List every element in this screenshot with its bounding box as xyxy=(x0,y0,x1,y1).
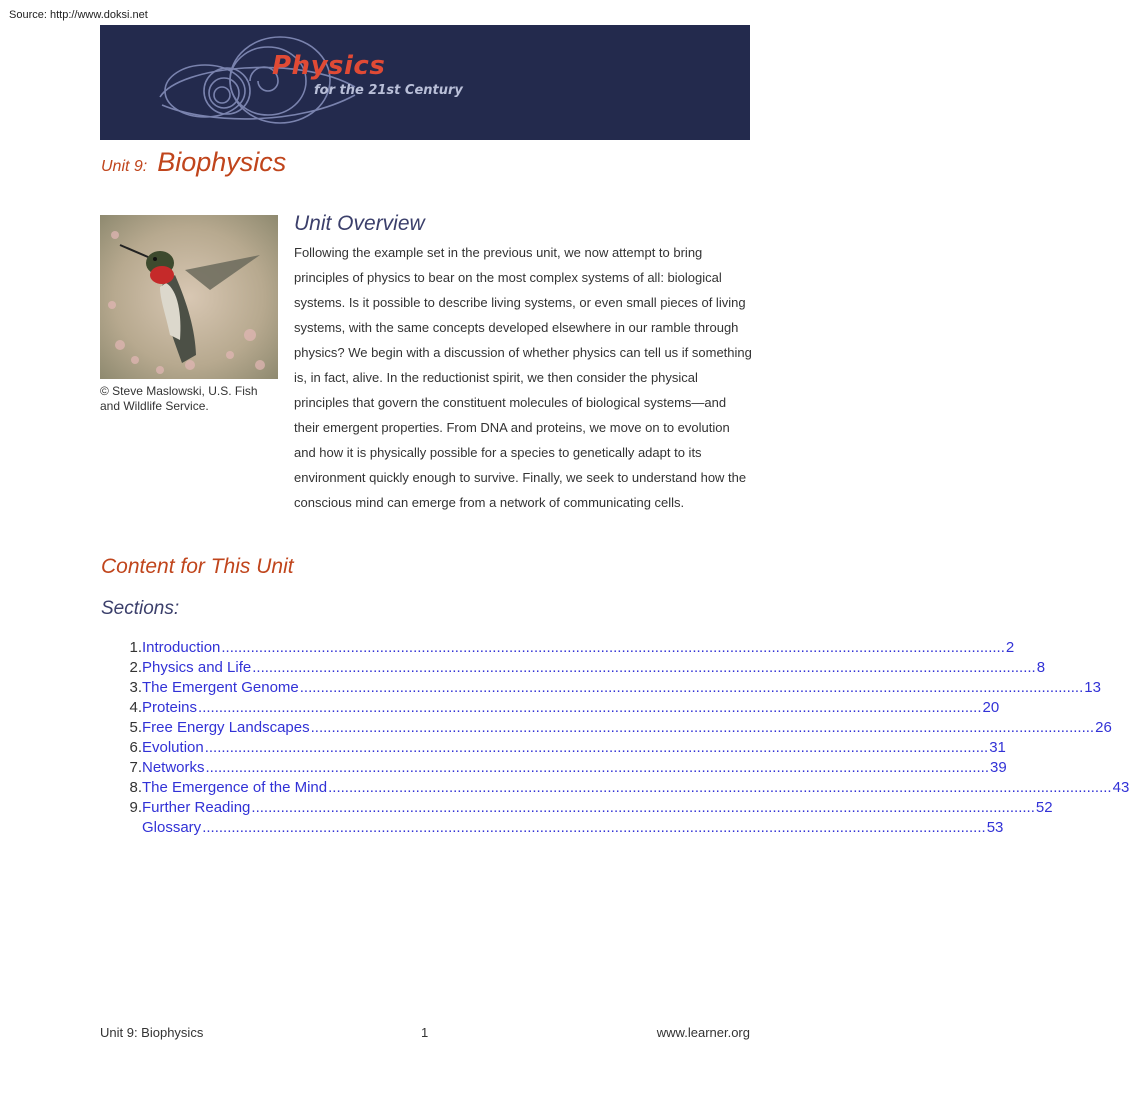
toc-item-number: 3. xyxy=(129,679,142,696)
photo-credit: © Steve Maslowski, U.S. Fish and Wildlife Service. xyxy=(100,384,258,413)
toc-item-title[interactable]: Proteins xyxy=(142,699,198,716)
toc-item-networks[interactable] xyxy=(110,759,1007,779)
toc-item-free-energy-landscapes[interactable] xyxy=(110,719,1112,739)
unit-title xyxy=(101,147,286,178)
toc-item-page[interactable]: 26 xyxy=(1095,719,1112,736)
banner-title: Physics xyxy=(272,51,386,81)
toc-item-introduction[interactable] xyxy=(110,639,1015,659)
toc-item-further-reading[interactable] xyxy=(110,799,1053,819)
toc-item-number: 2. xyxy=(129,659,142,676)
toc-item-number: 7. xyxy=(129,759,142,776)
toc-item-number: 9. xyxy=(129,799,142,816)
toc-item-proteins[interactable] xyxy=(110,699,1000,719)
unit-number: Unit 9: xyxy=(101,158,148,175)
toc-item-title[interactable]: Physics and Life xyxy=(142,659,252,676)
toc-item-number: 6. xyxy=(129,739,142,756)
toc-item-title[interactable]: Introduction xyxy=(142,639,221,656)
footer-right: www.learner.org xyxy=(656,1025,750,1040)
toc-item-page[interactable]: 43 xyxy=(1112,779,1129,796)
toc-item-number: 4. xyxy=(129,699,142,716)
overview-heading: Unit Overview xyxy=(294,212,425,235)
banner-subtitle: for the 21st Century xyxy=(314,83,463,98)
toc-item-page[interactable]: 53 xyxy=(986,819,1004,836)
toc-item-page[interactable]: 39 xyxy=(990,759,1007,776)
toc-item-number: 1. xyxy=(129,639,142,656)
toc-item-emergent-genome[interactable] xyxy=(110,679,1101,699)
toc-item-page[interactable]: 8 xyxy=(1036,659,1046,676)
toc-item-page[interactable]: 31 xyxy=(989,739,1006,756)
toc-item-title[interactable]: Further Reading xyxy=(142,799,251,816)
content-heading: Content for This Unit xyxy=(101,555,294,578)
source-note: Source: http://www.doksi.net xyxy=(9,9,148,21)
toc-item-page[interactable]: 20 xyxy=(982,699,1000,716)
toc-item-title[interactable]: Free Energy Landscapes xyxy=(142,719,310,736)
footer-page-number: 1 xyxy=(421,1025,429,1040)
toc-item-evolution[interactable] xyxy=(110,739,1006,759)
toc-item-title[interactable]: Networks xyxy=(142,759,205,776)
toc-item-emergence-of-the-mind[interactable] xyxy=(110,779,1129,799)
sections-label: Sections: xyxy=(101,598,180,619)
unit-name: Biophysics xyxy=(157,147,287,177)
overview-body: Following the example set in the previous unit, we now attempt to bring principles of physics to bear on the most complex systems of all: biological systems. Is it possible to describe living systems, or even small pieces of living systems, with the same concepts developed elsewhere in our ramble through physics? We begin with a discussion of whether physics can tell us if something is, in fact, alive. In the reductionist spirit, we then consider the physical principles that govern the constituent molecules of biological systems—and their emergent properties. From DNA and proteins, we move on to evolution and how it is physically possible for a species to genetically adapt to its environment quickly enough to survive. Finally, we seek to understand how the conscious mind can emerge from a network of communicating cells. xyxy=(294,245,752,510)
toc-item-title[interactable]: Glossary xyxy=(142,819,202,836)
hummingbird-photo xyxy=(100,215,278,379)
toc-item-title[interactable]: The Emergent Genome xyxy=(142,679,299,696)
toc-item-title[interactable]: Evolution xyxy=(142,739,204,756)
toc-item-glossary[interactable] xyxy=(110,819,1004,839)
toc-item-page[interactable]: 13 xyxy=(1084,679,1101,696)
toc-item-page[interactable]: 2 xyxy=(1005,639,1015,656)
table-of-contents xyxy=(110,639,1129,839)
footer-left: Unit 9: Biophysics xyxy=(100,1025,204,1040)
toc-item-number: 8. xyxy=(129,779,142,796)
toc-item-page[interactable]: 52 xyxy=(1035,799,1053,816)
toc-item-number: 5. xyxy=(129,719,142,736)
header-banner xyxy=(100,25,750,140)
toc-item-physics-and-life[interactable] xyxy=(110,659,1046,679)
toc-item-title[interactable]: The Emergence of the Mind xyxy=(142,779,328,796)
